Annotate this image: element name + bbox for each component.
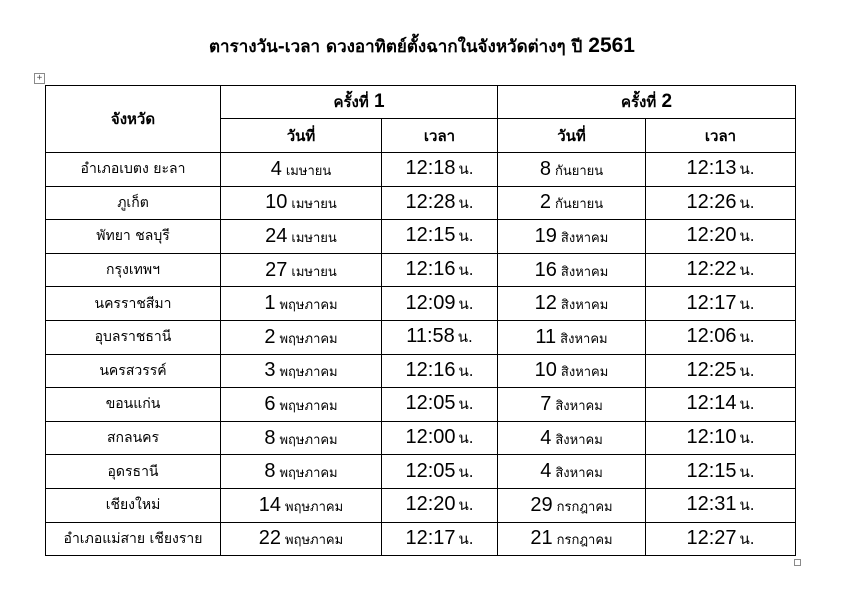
province-cell[interactable]: ขอนแก่น (46, 388, 221, 422)
time-unit: น. (458, 529, 474, 548)
round-1-date-cell[interactable] (221, 488, 382, 522)
table-resize-handle[interactable] (794, 559, 801, 566)
time-value: 11:58 (406, 325, 455, 348)
time-unit: น. (739, 361, 755, 380)
time-unit: น. (457, 328, 473, 347)
time-unit: น. (739, 328, 755, 347)
date-month: กรกฎาคม (556, 533, 613, 549)
round-1-time-cell[interactable] (382, 153, 498, 187)
time-unit: น. (458, 193, 474, 212)
round-1-time-cell[interactable] (382, 421, 498, 455)
time-unit: น. (458, 227, 474, 246)
table-row (46, 186, 796, 220)
time-value: 12:05 (405, 392, 456, 415)
date-day: 10 (265, 191, 288, 214)
time-unit: น. (739, 496, 755, 515)
time-value: 12:00 (405, 426, 456, 449)
title-text: ตารางวัน-เวลา ดวงอาทิตย์ตั้งฉากในจังหวัดต่างๆ ปี (209, 37, 583, 57)
time-unit: น. (458, 496, 474, 515)
date-month: พฤษภาคม (279, 398, 338, 414)
time-value: 12:25 (686, 358, 737, 381)
time-value: 12:09 (405, 291, 456, 314)
date-day: 10 (534, 359, 557, 382)
date-month: พฤษภาคม (279, 466, 338, 482)
date-month: สิงหาคม (560, 298, 609, 314)
round-1-time-cell[interactable] (382, 455, 498, 489)
province-cell[interactable]: นครสวรรค์ (46, 354, 221, 388)
header-round-1[interactable] (221, 86, 498, 119)
round-2-date-cell[interactable] (498, 220, 646, 254)
round-1-date-cell[interactable] (221, 388, 382, 422)
header-province[interactable]: จังหวัด (46, 86, 221, 153)
header-round-1-label: ครั้งที่ (333, 93, 369, 111)
time-unit: น. (739, 395, 755, 414)
time-value: 12:18 (405, 157, 456, 180)
date-month: เมษายน (291, 197, 337, 213)
date-day: 4 (270, 157, 282, 180)
round-2-time-cell[interactable] (646, 287, 796, 321)
round-2-date-cell[interactable] (498, 455, 646, 489)
date-day: 16 (534, 258, 557, 281)
round-1-date-cell[interactable] (221, 186, 382, 220)
round-1-time-cell[interactable] (382, 253, 498, 287)
time-unit: น. (739, 160, 755, 179)
time-value: 12:15 (405, 224, 456, 247)
table-row (46, 354, 796, 388)
date-day: 8 (264, 426, 276, 449)
time-value: 12:10 (686, 426, 737, 449)
round-2-time-cell[interactable] (646, 186, 796, 220)
date-month: พฤษภาคม (279, 298, 338, 314)
round-1-date-cell[interactable] (221, 455, 382, 489)
date-month: สิงหาคม (560, 264, 609, 280)
date-day: 22 (258, 527, 282, 550)
date-month: พฤษภาคม (285, 499, 344, 515)
time-value: 12:22 (686, 258, 737, 281)
time-unit: น. (458, 261, 474, 280)
date-day: 24 (265, 224, 288, 247)
round-2-time-cell[interactable] (646, 455, 796, 489)
time-value: 12:20 (686, 224, 737, 247)
time-value: 12:27 (686, 526, 737, 549)
round-2-date-cell[interactable] (498, 186, 646, 220)
date-month: พฤษภาคม (279, 432, 338, 448)
time-unit: น. (458, 462, 474, 481)
province-cell[interactable]: สกลนคร (46, 421, 221, 455)
province-cell[interactable]: นครราชสีมา (46, 287, 221, 321)
table-row (46, 287, 796, 321)
date-month: สิงหาคม (555, 432, 603, 448)
date-month: เมษายน (285, 163, 332, 179)
time-value: 12:14 (686, 392, 737, 415)
time-unit: น. (458, 294, 474, 313)
round-2-date-cell[interactable] (498, 287, 646, 321)
round-1-date-cell[interactable] (221, 220, 382, 254)
date-month: พฤษภาคม (285, 533, 344, 549)
time-value: 12:16 (405, 258, 456, 281)
time-value: 12:31 (686, 493, 737, 516)
date-month: กันยายน (554, 163, 604, 179)
round-1-time-cell[interactable] (382, 287, 498, 321)
table-move-handle-icon[interactable]: + (34, 73, 45, 84)
header-row-rounds (46, 86, 796, 119)
round-1-time-cell[interactable] (382, 522, 498, 556)
round-2-time-cell[interactable] (646, 388, 796, 422)
round-2-date-cell[interactable] (498, 320, 646, 354)
round-2-time-cell[interactable] (646, 488, 796, 522)
round-1-date-cell[interactable] (221, 320, 382, 354)
province-cell[interactable]: พัทยา ชลบุรี (46, 220, 221, 254)
round-2-time-cell[interactable] (646, 253, 796, 287)
date-day: 27 (265, 258, 288, 281)
time-unit: น. (458, 361, 474, 380)
date-month: สิงหาคม (555, 398, 603, 414)
round-2-date-cell[interactable] (498, 253, 646, 287)
time-value: 12:17 (686, 291, 737, 314)
province-cell[interactable]: ภูเก็ต (46, 186, 221, 220)
table-row (46, 153, 796, 187)
round-2-date-cell[interactable] (498, 522, 646, 556)
date-day: 8 (264, 460, 276, 483)
date-day: 21 (530, 527, 553, 550)
round-2-time-cell[interactable] (646, 220, 796, 254)
date-day: 12 (534, 292, 557, 315)
date-month: พฤษภาคม (279, 331, 338, 347)
round-2-date-cell[interactable] (498, 354, 646, 388)
province-cell[interactable]: เชียงใหม่ (46, 488, 221, 522)
date-month: กรกฎาคม (556, 499, 613, 515)
time-value: 12:16 (405, 358, 456, 381)
time-unit: น. (458, 395, 474, 414)
title-year: 2561 (588, 34, 635, 57)
date-day: 3 (264, 359, 276, 382)
date-day: 1 (264, 292, 276, 315)
time-unit: น. (739, 294, 755, 313)
province-cell[interactable]: อำเภอเบตง ยะลา (46, 153, 221, 187)
date-day: 29 (530, 493, 553, 516)
time-unit: น. (739, 193, 755, 212)
time-value: 12:17 (405, 526, 456, 549)
province-cell[interactable]: อำเภอแม่สาย เชียงราย (46, 522, 221, 556)
round-2-time-cell[interactable] (646, 522, 796, 556)
province-cell[interactable]: อุดรธานี (46, 455, 221, 489)
table-row (46, 522, 796, 556)
date-day: 4 (540, 460, 552, 483)
table-row (46, 488, 796, 522)
date-month: สิงหาคม (555, 466, 603, 482)
round-2-time-cell[interactable] (646, 354, 796, 388)
time-unit: น. (739, 429, 755, 448)
round-2-date-cell[interactable] (498, 153, 646, 187)
header-round-1-number: 1 (373, 91, 385, 112)
round-1-date-cell[interactable] (221, 153, 382, 187)
time-value: 12:26 (686, 190, 737, 213)
province-cell[interactable]: อุบลราชธานี (46, 320, 221, 354)
header-round-2-number: 2 (661, 91, 673, 112)
date-month: กันยายน (554, 197, 604, 213)
table-row (46, 455, 796, 489)
time-value: 12:20 (405, 493, 456, 516)
time-value: 12:06 (686, 325, 737, 348)
date-day: 11 (535, 325, 557, 348)
round-1-date-cell[interactable] (221, 253, 382, 287)
date-month: เมษายน (291, 264, 337, 280)
round-1-time-cell[interactable] (382, 320, 498, 354)
sun-schedule-table (45, 85, 796, 556)
round-1-time-cell[interactable] (382, 488, 498, 522)
date-day: 4 (540, 426, 552, 449)
round-1-time-cell[interactable] (382, 186, 498, 220)
date-day: 2 (539, 191, 551, 214)
time-value: 12:13 (686, 157, 737, 180)
round-2-date-cell[interactable] (498, 421, 646, 455)
time-unit: น. (739, 227, 755, 246)
round-2-time-cell[interactable] (646, 421, 796, 455)
date-day: 7 (540, 392, 552, 415)
date-month: สิงหาคม (560, 230, 609, 246)
time-value: 12:28 (405, 190, 456, 213)
time-value: 12:05 (405, 459, 456, 482)
date-month: สิงหาคม (560, 365, 609, 381)
table-row (46, 320, 796, 354)
round-1-date-cell[interactable] (221, 522, 382, 556)
table-row (46, 421, 796, 455)
date-day: 19 (534, 224, 557, 247)
table-row (46, 388, 796, 422)
round-2-date-cell[interactable] (498, 488, 646, 522)
header-round-2-label: ครั้งที่ (620, 93, 657, 111)
header-round-1-time[interactable]: เวลา (382, 119, 498, 153)
date-month: เมษายน (291, 230, 337, 246)
document-title (0, 34, 844, 59)
time-unit: น. (739, 462, 755, 481)
time-value: 12:15 (686, 459, 737, 482)
round-1-date-cell[interactable] (221, 287, 382, 321)
header-round-2-date[interactable]: วันที่ (498, 119, 646, 153)
round-1-date-cell[interactable] (221, 354, 382, 388)
province-cell[interactable]: กรุงเทพฯ (46, 253, 221, 287)
date-day: 8 (539, 157, 551, 180)
table-row (46, 253, 796, 287)
date-month: พฤษภาคม (279, 365, 338, 381)
round-1-date-cell[interactable] (221, 421, 382, 455)
date-day: 6 (264, 392, 276, 415)
round-2-time-cell[interactable] (646, 153, 796, 187)
time-unit: น. (458, 429, 474, 448)
round-2-time-cell[interactable] (646, 320, 796, 354)
round-1-time-cell[interactable] (382, 354, 498, 388)
time-unit: น. (739, 529, 755, 548)
header-round-2-time[interactable]: เวลา (646, 119, 796, 153)
round-1-time-cell[interactable] (382, 388, 498, 422)
time-unit: น. (458, 160, 474, 179)
header-round-1-date[interactable]: วันที่ (221, 119, 382, 153)
table-row (46, 220, 796, 254)
date-day: 2 (264, 325, 276, 348)
time-unit: น. (739, 261, 755, 280)
round-1-time-cell[interactable] (382, 220, 498, 254)
date-month: สิงหาคม (560, 331, 608, 347)
header-round-2[interactable] (498, 86, 796, 119)
round-2-date-cell[interactable] (498, 388, 646, 422)
date-day: 14 (258, 493, 282, 516)
